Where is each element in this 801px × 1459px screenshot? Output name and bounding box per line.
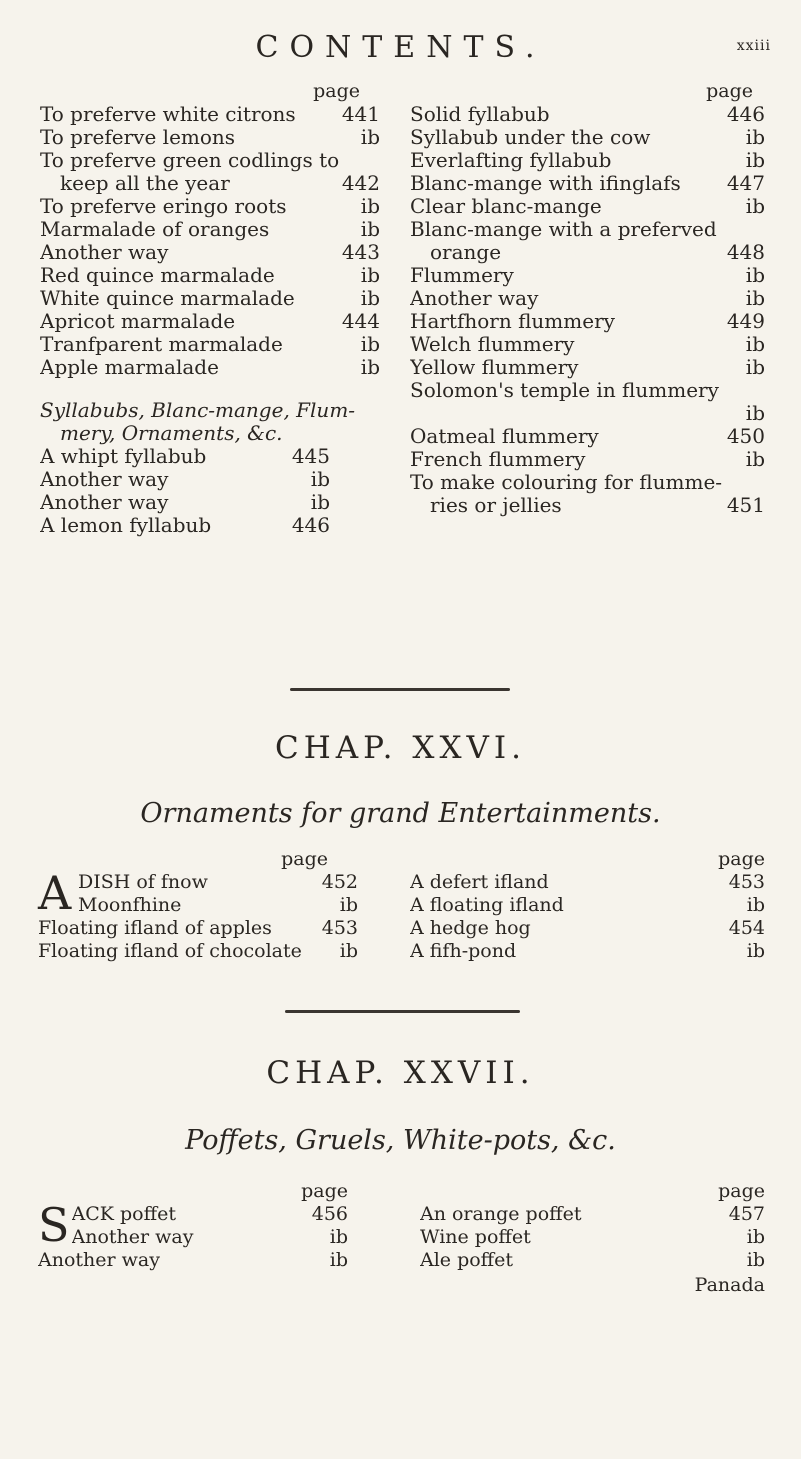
entry-page: ib <box>360 332 380 356</box>
entry-list <box>40 103 380 379</box>
entry-page: ib <box>746 1249 765 1271</box>
contents-entry <box>410 287 765 310</box>
entry-title: French flummery <box>410 448 586 471</box>
entry-page: ib <box>310 467 330 491</box>
contents-entry <box>40 195 380 218</box>
entry-title: Ale poffet <box>420 1249 514 1271</box>
chapter-27-column-right <box>420 1180 765 1297</box>
entry-page: 456 <box>311 1203 348 1225</box>
contents-entry <box>40 356 380 379</box>
entry-page: 446 <box>726 102 765 126</box>
entry-title: White quince marmalade <box>40 287 295 310</box>
contents-entry <box>40 264 380 287</box>
entry-page <box>757 471 765 494</box>
entry-page: 447 <box>726 171 765 195</box>
entry-page: ib <box>745 125 765 149</box>
contents-entry <box>40 445 330 468</box>
entry-title: Syllabub under the cow <box>410 126 651 149</box>
catchword: Panada <box>694 1274 765 1296</box>
entry-title: Apricot marmalade <box>40 310 236 333</box>
entry-title: keep all the year <box>60 172 230 195</box>
entry-list <box>38 917 358 963</box>
section-heading-continued: mery, Ornaments, &c. <box>60 421 283 445</box>
entry-title: Floating ifland of chocolate <box>38 940 302 962</box>
contents-entry <box>40 333 380 356</box>
entry-list <box>410 871 765 963</box>
contents-entry <box>410 195 765 218</box>
entry-page: ib <box>745 263 765 287</box>
entry-page: 444 <box>341 309 380 333</box>
entry-page: ib <box>360 125 380 149</box>
contents-entry <box>40 126 380 149</box>
entry-page: ib <box>746 894 765 916</box>
entry-title: Blanc-mange with ifinglafs <box>410 172 681 195</box>
entry-page: 453 <box>728 871 765 893</box>
entry-title: To preferve eringo roots <box>40 195 287 218</box>
entry-page: ib <box>745 148 765 172</box>
contents-entry <box>40 103 380 126</box>
entry-page: 448 <box>726 240 765 264</box>
entry-page <box>757 218 765 241</box>
entry-title: Blanc-mange with a preferved <box>410 218 717 241</box>
contents-column-right <box>410 80 765 517</box>
entry-page: 450 <box>726 424 765 448</box>
contents-entry <box>72 1226 348 1249</box>
page-column-label: page <box>706 80 753 102</box>
entry-title: A fifh-pond <box>410 940 517 962</box>
contents-entry <box>410 894 765 917</box>
entry-list <box>420 1203 765 1272</box>
entry-page: ib <box>360 355 380 379</box>
entry-list <box>38 1249 348 1272</box>
entry-page: ib <box>360 263 380 287</box>
drop-cap: S <box>38 1198 70 1252</box>
contents-entry <box>420 1203 765 1226</box>
entry-page: ib <box>329 1226 348 1248</box>
entry-page: 445 <box>291 444 330 468</box>
contents-entry <box>410 425 765 448</box>
entry-title: Floating ifland of apples <box>38 917 272 939</box>
contents-entry <box>38 940 358 963</box>
divider-rule <box>285 1010 520 1013</box>
chapter-26-column-right <box>410 848 765 963</box>
contents-entry <box>420 1226 765 1249</box>
chapter-heading: CHAP. XXVII. <box>266 1055 535 1091</box>
entry-page: ib <box>360 286 380 310</box>
entry-title: A defert ifland <box>410 871 549 893</box>
contents-entry <box>420 1249 765 1272</box>
entry-title: Solid fyllabub <box>410 103 550 126</box>
contents-entry <box>40 218 380 241</box>
contents-entry <box>38 1249 348 1272</box>
contents-entry <box>78 894 358 917</box>
entry-page: ib <box>360 194 380 218</box>
contents-entry <box>410 448 765 471</box>
contents-entry <box>410 310 765 333</box>
contents-entry <box>40 172 380 195</box>
contents-entry <box>38 917 358 940</box>
entry-title: Marmalade of oranges <box>40 218 270 241</box>
entry-title: To preferve lemons <box>40 126 236 149</box>
entry-title <box>410 402 738 425</box>
running-header: CONTENTS. <box>255 30 546 65</box>
chapter-heading: CHAP. XXVI. <box>274 730 527 766</box>
entry-list <box>68 1203 348 1249</box>
entry-page <box>757 379 765 402</box>
divider-rule <box>290 688 510 691</box>
entry-page <box>372 149 380 172</box>
entry-title: ACK poffet <box>71 1203 176 1225</box>
entry-title: To preferve white citrons <box>40 103 296 126</box>
entry-title: Welch flummery <box>410 333 575 356</box>
entry-page: ib <box>746 940 765 962</box>
entry-page: 451 <box>726 493 765 517</box>
contents-entry <box>410 218 765 241</box>
entry-page: ib <box>339 940 358 962</box>
entry-title: Red quince marmalade <box>40 264 275 287</box>
contents-entry <box>410 379 765 402</box>
drop-cap: A <box>38 866 72 920</box>
contents-entry <box>410 871 765 894</box>
entry-page: ib <box>745 401 765 425</box>
entry-title: orange <box>430 241 502 264</box>
page-column-label: page <box>301 1180 348 1202</box>
entry-title: Another way <box>40 241 169 264</box>
chapter-subtitle: Ornaments for grand Entertainments. <box>140 798 661 829</box>
entry-title: A hedge hog <box>410 917 531 939</box>
entry-page: 442 <box>341 171 380 195</box>
entry-title: Apple marmalade <box>40 356 219 379</box>
entry-title: A lemon fyllabub <box>40 514 212 537</box>
entry-page: ib <box>310 490 330 514</box>
entry-title: A floating ifland <box>410 894 564 916</box>
page-column-label: page <box>718 1180 765 1202</box>
entry-title: Another way <box>71 1226 194 1248</box>
page-signature: xxiii <box>736 38 771 54</box>
entry-title: A whipt fyllabub <box>40 445 207 468</box>
entry-page: 454 <box>728 917 765 939</box>
contents-entry <box>410 402 765 425</box>
entry-title: Everlafting fyllabub <box>410 149 612 172</box>
contents-entry <box>40 241 380 264</box>
entry-title: To preferve green codlings to <box>40 149 340 172</box>
entry-page: ib <box>360 217 380 241</box>
contents-entry <box>410 149 765 172</box>
entry-page: ib <box>745 286 765 310</box>
contents-entry <box>40 514 330 537</box>
entry-page: 443 <box>341 240 380 264</box>
entry-title: An orange poffet <box>420 1203 582 1225</box>
section-entry-list <box>40 445 330 537</box>
entry-page: ib <box>745 355 765 379</box>
entry-title: ries or jellies <box>430 494 562 517</box>
chapter-27-column-left <box>38 1180 348 1272</box>
contents-entry <box>40 310 380 333</box>
entry-title: Clear blanc-mange <box>410 195 602 218</box>
page-column-label: page <box>313 80 360 102</box>
chapter-subtitle: Poffets, Gruels, White-pots, &c. <box>185 1125 616 1156</box>
entry-page: 453 <box>321 917 358 939</box>
contents-entry <box>410 471 765 494</box>
entry-list <box>410 103 765 517</box>
entry-title: Oatmeal flummery <box>410 425 599 448</box>
entry-title: To make colouring for flumme- <box>410 471 723 494</box>
contents-entry <box>410 241 765 264</box>
entry-title: Flummery <box>410 264 514 287</box>
contents-entry <box>410 103 765 126</box>
entry-title: Another way <box>40 468 169 491</box>
entry-page: ib <box>339 894 358 916</box>
page-column-label: page <box>281 848 328 870</box>
entry-page: 457 <box>728 1203 765 1225</box>
entry-title: Another way <box>40 491 169 514</box>
entry-title: Moonfhine <box>78 894 182 916</box>
entry-page: ib <box>745 194 765 218</box>
entry-title: Wine poffet <box>420 1226 531 1248</box>
contents-entry <box>410 264 765 287</box>
contents-entry <box>410 126 765 149</box>
contents-entry <box>40 149 380 172</box>
entry-title: Another way <box>38 1249 160 1271</box>
entry-title: Hartfhorn flummery <box>410 310 615 333</box>
contents-column-left <box>40 80 380 537</box>
entry-list <box>78 871 358 917</box>
chapter-26-column-left <box>38 848 358 963</box>
page-column-label: page <box>718 848 765 870</box>
entry-page: ib <box>746 1226 765 1248</box>
entry-title: Yellow flummery <box>410 356 579 379</box>
contents-entry <box>40 491 330 514</box>
entry-page: 449 <box>726 309 765 333</box>
contents-entry <box>410 356 765 379</box>
entry-page: 446 <box>291 513 330 537</box>
entry-page: ib <box>745 332 765 356</box>
entry-title: Another way <box>410 287 539 310</box>
entry-title: Tranfparent marmalade <box>40 333 283 356</box>
entry-title: DISH of fnow <box>78 871 208 893</box>
entry-page: ib <box>745 447 765 471</box>
contents-entry <box>40 468 330 491</box>
contents-entry <box>72 1203 348 1226</box>
contents-entry <box>410 940 765 963</box>
entry-page: ib <box>329 1249 348 1271</box>
section-heading: Syllabubs, Blanc-mange, Flum- <box>40 398 356 422</box>
contents-entry <box>40 287 380 310</box>
contents-entry <box>78 871 358 894</box>
entry-page: 452 <box>321 871 358 893</box>
entry-title: Solomon's temple in flummery <box>410 379 719 402</box>
entry-page: 441 <box>341 102 380 126</box>
contents-entry <box>410 333 765 356</box>
contents-entry <box>410 172 765 195</box>
contents-entry <box>410 917 765 940</box>
contents-entry <box>410 494 765 517</box>
